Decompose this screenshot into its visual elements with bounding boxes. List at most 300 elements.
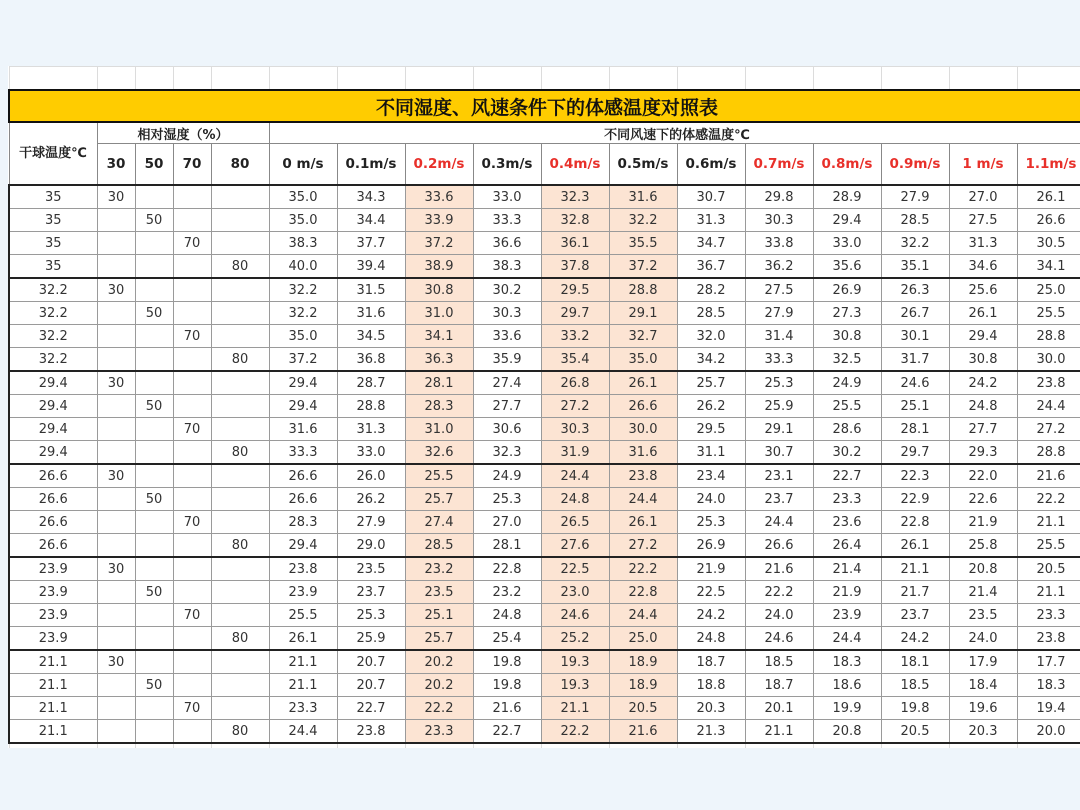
feel-temp-cell[interactable]: 33.0 — [337, 441, 405, 465]
feel-temp-cell[interactable]: 27.2 — [541, 395, 609, 418]
humidity-cell[interactable] — [211, 604, 269, 627]
wind-speed-header[interactable]: 1 m/s — [949, 144, 1017, 186]
feel-temp-cell[interactable]: 24.8 — [473, 604, 541, 627]
feel-temp-cell[interactable]: 31.6 — [609, 441, 677, 465]
humidity-cell[interactable] — [135, 418, 173, 441]
humidity-cell[interactable]: 80 — [211, 720, 269, 744]
feel-temp-cell[interactable]: 32.8 — [541, 209, 609, 232]
dry-bulb-cell[interactable]: 23.9 — [9, 557, 97, 581]
wind-speed-header[interactable]: 0.7m/s — [745, 144, 813, 186]
feel-temp-cell[interactable]: 18.7 — [677, 650, 745, 674]
feel-temp-cell[interactable]: 35.0 — [269, 325, 337, 348]
humidity-cell[interactable] — [211, 511, 269, 534]
dry-bulb-cell[interactable]: 32.2 — [9, 302, 97, 325]
feel-temp-cell[interactable]: 28.9 — [813, 185, 881, 209]
humidity-cell[interactable] — [173, 185, 211, 209]
dry-bulb-cell[interactable]: 32.2 — [9, 278, 97, 302]
feel-temp-cell[interactable]: 22.7 — [337, 697, 405, 720]
feel-temp-cell[interactable]: 17.9 — [949, 650, 1017, 674]
feel-temp-cell[interactable]: 31.9 — [541, 441, 609, 465]
feel-temp-cell[interactable]: 20.3 — [949, 720, 1017, 744]
humidity-cell[interactable] — [173, 395, 211, 418]
feel-temp-cell[interactable]: 20.7 — [337, 674, 405, 697]
feel-temp-cell[interactable]: 27.0 — [949, 185, 1017, 209]
feel-temp-cell[interactable]: 32.7 — [609, 325, 677, 348]
feel-temp-cell[interactable]: 20.5 — [881, 720, 949, 744]
feel-temp-cell[interactable]: 32.3 — [541, 185, 609, 209]
feel-temp-cell[interactable]: 21.1 — [541, 697, 609, 720]
feel-temp-cell[interactable]: 27.3 — [813, 302, 881, 325]
feel-temp-cell[interactable]: 35.0 — [269, 185, 337, 209]
feel-temp-cell[interactable]: 31.4 — [745, 325, 813, 348]
dry-bulb-cell[interactable]: 26.6 — [9, 511, 97, 534]
humidity-cell[interactable] — [173, 627, 211, 651]
feel-temp-cell[interactable]: 23.9 — [269, 581, 337, 604]
feel-temp-cell[interactable]: 23.5 — [337, 557, 405, 581]
feel-temp-cell[interactable]: 18.3 — [1017, 674, 1080, 697]
feel-temp-cell[interactable]: 21.6 — [473, 697, 541, 720]
humidity-cell[interactable] — [211, 557, 269, 581]
feel-temp-cell[interactable]: 30.8 — [813, 325, 881, 348]
feel-temp-cell[interactable]: 22.2 — [541, 720, 609, 744]
feel-temp-cell[interactable]: 29.4 — [813, 209, 881, 232]
feel-temp-cell[interactable]: 32.6 — [405, 441, 473, 465]
feel-temp-cell[interactable]: 31.6 — [337, 302, 405, 325]
feel-temp-cell[interactable]: 32.2 — [881, 232, 949, 255]
feel-temp-cell[interactable]: 36.8 — [337, 348, 405, 372]
feel-temp-cell[interactable]: 21.1 — [269, 674, 337, 697]
feel-temp-cell[interactable]: 30.7 — [745, 441, 813, 465]
feel-temp-cell[interactable]: 23.8 — [1017, 627, 1080, 651]
feel-temp-cell[interactable]: 30.3 — [473, 302, 541, 325]
feel-temp-cell[interactable]: 29.3 — [949, 441, 1017, 465]
feel-temp-cell[interactable]: 26.9 — [677, 534, 745, 558]
feel-temp-cell[interactable]: 18.4 — [949, 674, 1017, 697]
feel-temp-cell[interactable]: 23.7 — [745, 488, 813, 511]
feel-temp-cell[interactable]: 23.7 — [337, 581, 405, 604]
feel-temp-cell[interactable]: 31.7 — [881, 348, 949, 372]
feel-temp-cell[interactable]: 26.4 — [813, 534, 881, 558]
humidity-cell[interactable] — [211, 278, 269, 302]
dry-bulb-cell[interactable]: 35 — [9, 185, 97, 209]
feel-temp-cell[interactable]: 34.3 — [337, 185, 405, 209]
feel-temp-cell[interactable]: 20.7 — [337, 650, 405, 674]
feel-temp-cell[interactable]: 24.9 — [813, 371, 881, 395]
feel-temp-cell[interactable]: 30.5 — [1017, 232, 1080, 255]
feel-temp-cell[interactable]: 29.1 — [745, 418, 813, 441]
feel-temp-cell[interactable]: 21.1 — [269, 650, 337, 674]
humidity-cell[interactable]: 50 — [135, 674, 173, 697]
feel-temp-cell[interactable]: 28.5 — [881, 209, 949, 232]
humidity-cell[interactable] — [211, 325, 269, 348]
feel-temp-cell[interactable]: 25.0 — [1017, 278, 1080, 302]
humidity-cell[interactable]: 30 — [97, 464, 135, 488]
feel-temp-cell[interactable]: 22.8 — [881, 511, 949, 534]
feel-temp-cell[interactable]: 21.1 — [1017, 511, 1080, 534]
feel-temp-cell[interactable]: 37.8 — [541, 255, 609, 279]
feel-temp-cell[interactable]: 31.3 — [337, 418, 405, 441]
feel-temp-cell[interactable]: 23.2 — [405, 557, 473, 581]
humidity-cell[interactable]: 70 — [173, 418, 211, 441]
wind-speed-header[interactable]: 0.9m/s — [881, 144, 949, 186]
feel-temp-cell[interactable]: 20.5 — [1017, 557, 1080, 581]
feel-temp-cell[interactable]: 26.6 — [269, 464, 337, 488]
dry-bulb-cell[interactable]: 21.1 — [9, 697, 97, 720]
feel-temp-cell[interactable]: 31.0 — [405, 418, 473, 441]
feel-temp-cell[interactable]: 31.3 — [677, 209, 745, 232]
feel-temp-cell[interactable]: 19.8 — [473, 650, 541, 674]
feel-temp-cell[interactable]: 31.3 — [949, 232, 1017, 255]
feel-temp-cell[interactable]: 18.5 — [881, 674, 949, 697]
feel-temp-cell[interactable]: 22.8 — [609, 581, 677, 604]
humidity-cell[interactable] — [173, 302, 211, 325]
feel-temp-cell[interactable]: 27.2 — [609, 534, 677, 558]
humidity-cell[interactable] — [97, 604, 135, 627]
feel-temp-cell[interactable]: 21.6 — [609, 720, 677, 744]
feel-temp-cell[interactable]: 19.4 — [1017, 697, 1080, 720]
feel-temp-cell[interactable]: 39.4 — [337, 255, 405, 279]
feel-temp-cell[interactable]: 23.9 — [813, 604, 881, 627]
humidity-cell[interactable] — [135, 604, 173, 627]
feel-temp-cell[interactable]: 24.8 — [541, 488, 609, 511]
feel-temp-cell[interactable]: 24.4 — [541, 464, 609, 488]
feel-temp-cell[interactable]: 23.6 — [813, 511, 881, 534]
humidity-cell[interactable] — [173, 209, 211, 232]
feel-temp-cell[interactable]: 30.1 — [881, 325, 949, 348]
feel-temp-cell[interactable]: 31.0 — [405, 302, 473, 325]
feel-temp-cell[interactable]: 31.6 — [269, 418, 337, 441]
humidity-cell[interactable] — [97, 674, 135, 697]
feel-temp-cell[interactable]: 28.3 — [405, 395, 473, 418]
feel-temp-cell[interactable]: 25.3 — [745, 371, 813, 395]
feel-temp-cell[interactable]: 29.0 — [337, 534, 405, 558]
feel-temp-cell[interactable]: 23.8 — [337, 720, 405, 744]
feel-temp-cell[interactable]: 23.4 — [677, 464, 745, 488]
feel-temp-cell[interactable]: 18.1 — [881, 650, 949, 674]
wind-speed-header[interactable]: 0.2m/s — [405, 144, 473, 186]
humidity-cell[interactable] — [211, 209, 269, 232]
feel-temp-cell[interactable]: 25.5 — [405, 464, 473, 488]
wind-speed-header[interactable]: 0.6m/s — [677, 144, 745, 186]
feel-temp-cell[interactable]: 27.7 — [473, 395, 541, 418]
feel-temp-cell[interactable]: 25.3 — [677, 511, 745, 534]
humidity-cell[interactable] — [211, 232, 269, 255]
humidity-cell[interactable] — [135, 557, 173, 581]
feel-temp-cell[interactable]: 20.8 — [813, 720, 881, 744]
feel-temp-cell[interactable]: 28.5 — [405, 534, 473, 558]
feel-temp-cell[interactable]: 25.1 — [405, 604, 473, 627]
feel-temp-cell[interactable]: 30.8 — [949, 348, 1017, 372]
humidity-cell[interactable] — [173, 371, 211, 395]
feel-temp-cell[interactable]: 24.9 — [473, 464, 541, 488]
humidity-cell[interactable]: 80 — [211, 348, 269, 372]
feel-temp-cell[interactable]: 27.9 — [337, 511, 405, 534]
feel-temp-cell[interactable]: 23.5 — [405, 581, 473, 604]
humidity-cell[interactable]: 50 — [135, 302, 173, 325]
humidity-level-header[interactable]: 80 — [211, 144, 269, 186]
feel-temp-cell[interactable]: 35.0 — [269, 209, 337, 232]
dry-bulb-cell[interactable]: 21.1 — [9, 720, 97, 744]
humidity-cell[interactable] — [211, 185, 269, 209]
feel-temp-cell[interactable]: 25.9 — [337, 627, 405, 651]
humidity-cell[interactable] — [97, 209, 135, 232]
feel-temp-cell[interactable]: 31.6 — [609, 185, 677, 209]
feel-temp-cell[interactable]: 24.4 — [1017, 395, 1080, 418]
humidity-cell[interactable] — [173, 534, 211, 558]
humidity-cell[interactable]: 70 — [173, 604, 211, 627]
feel-temp-cell[interactable]: 25.3 — [473, 488, 541, 511]
feel-temp-cell[interactable]: 23.8 — [609, 464, 677, 488]
feel-temp-cell[interactable]: 26.1 — [1017, 185, 1080, 209]
humidity-cell[interactable]: 50 — [135, 581, 173, 604]
feel-temp-cell[interactable]: 35.0 — [609, 348, 677, 372]
feel-temp-cell[interactable]: 21.9 — [949, 511, 1017, 534]
feel-temp-cell[interactable]: 36.3 — [405, 348, 473, 372]
feel-temp-cell[interactable]: 24.6 — [745, 627, 813, 651]
feel-temp-cell[interactable]: 19.3 — [541, 650, 609, 674]
feel-temp-cell[interactable]: 18.7 — [745, 674, 813, 697]
feel-temp-cell[interactable]: 26.1 — [269, 627, 337, 651]
humidity-header[interactable]: 相对湿度（%） — [97, 122, 269, 144]
humidity-cell[interactable]: 80 — [211, 534, 269, 558]
wind-speed-header[interactable]: 0.1m/s — [337, 144, 405, 186]
table-title[interactable]: 不同湿度、风速条件下的体感温度对照表 — [9, 90, 1080, 122]
feel-temp-cell[interactable]: 25.1 — [881, 395, 949, 418]
feel-temp-cell[interactable]: 24.0 — [677, 488, 745, 511]
feel-temp-cell[interactable]: 27.2 — [1017, 418, 1080, 441]
feel-temp-cell[interactable]: 24.8 — [677, 627, 745, 651]
humidity-cell[interactable] — [135, 348, 173, 372]
feel-temp-cell[interactable]: 24.2 — [949, 371, 1017, 395]
feel-temp-cell[interactable]: 24.4 — [269, 720, 337, 744]
feel-temp-cell[interactable]: 20.8 — [949, 557, 1017, 581]
humidity-cell[interactable] — [97, 627, 135, 651]
feel-temp-cell[interactable]: 28.8 — [1017, 441, 1080, 465]
feel-temp-cell[interactable]: 34.7 — [677, 232, 745, 255]
feel-temp-cell[interactable]: 27.5 — [949, 209, 1017, 232]
feel-temp-cell[interactable]: 20.2 — [405, 674, 473, 697]
dry-bulb-cell[interactable]: 35 — [9, 232, 97, 255]
feel-temp-cell[interactable]: 33.9 — [405, 209, 473, 232]
wind-speed-header[interactable]: 1.1m/s — [1017, 144, 1080, 186]
humidity-cell[interactable] — [97, 302, 135, 325]
humidity-cell[interactable] — [135, 511, 173, 534]
feel-temp-cell[interactable]: 24.4 — [745, 511, 813, 534]
feel-temp-cell[interactable]: 33.6 — [405, 185, 473, 209]
wind-speed-header[interactable]: 0.5m/s — [609, 144, 677, 186]
feel-temp-cell[interactable]: 25.2 — [541, 627, 609, 651]
humidity-cell[interactable]: 30 — [97, 185, 135, 209]
feel-temp-cell[interactable]: 30.3 — [745, 209, 813, 232]
feel-temp-cell[interactable]: 27.9 — [745, 302, 813, 325]
feel-temp-cell[interactable]: 18.8 — [677, 674, 745, 697]
feel-temp-cell[interactable]: 23.7 — [881, 604, 949, 627]
humidity-level-header[interactable]: 70 — [173, 144, 211, 186]
feel-temp-cell[interactable]: 32.2 — [269, 302, 337, 325]
humidity-cell[interactable] — [173, 488, 211, 511]
feel-temp-cell[interactable]: 32.2 — [609, 209, 677, 232]
feel-temp-cell[interactable]: 26.6 — [269, 488, 337, 511]
feel-temp-cell[interactable]: 20.0 — [1017, 720, 1080, 744]
feel-temp-cell[interactable]: 26.6 — [1017, 209, 1080, 232]
dry-bulb-cell[interactable]: 26.6 — [9, 464, 97, 488]
feel-temp-cell[interactable]: 26.3 — [881, 278, 949, 302]
humidity-cell[interactable]: 70 — [173, 511, 211, 534]
feel-temp-cell[interactable]: 32.0 — [677, 325, 745, 348]
dry-bulb-cell[interactable]: 21.1 — [9, 650, 97, 674]
feel-temp-cell[interactable]: 20.3 — [677, 697, 745, 720]
feel-temp-cell[interactable]: 24.2 — [677, 604, 745, 627]
humidity-cell[interactable] — [211, 650, 269, 674]
wind-speed-header[interactable]: 0.3m/s — [473, 144, 541, 186]
feel-temp-cell[interactable]: 23.5 — [949, 604, 1017, 627]
feel-temp-cell[interactable]: 35.6 — [813, 255, 881, 279]
humidity-cell[interactable] — [135, 650, 173, 674]
feel-temp-cell[interactable]: 37.2 — [405, 232, 473, 255]
feel-temp-cell[interactable]: 28.8 — [1017, 325, 1080, 348]
humidity-cell[interactable] — [97, 720, 135, 744]
humidity-cell[interactable] — [211, 464, 269, 488]
feel-temp-cell[interactable]: 20.5 — [609, 697, 677, 720]
feel-temp-cell[interactable]: 19.3 — [541, 674, 609, 697]
feel-temp-cell[interactable]: 28.7 — [337, 371, 405, 395]
feel-temp-cell[interactable]: 27.6 — [541, 534, 609, 558]
feel-temp-cell[interactable]: 22.6 — [949, 488, 1017, 511]
feel-temp-cell[interactable]: 25.7 — [405, 627, 473, 651]
feel-temp-cell[interactable]: 24.0 — [745, 604, 813, 627]
feel-temp-cell[interactable]: 37.2 — [269, 348, 337, 372]
dry-bulb-cell[interactable]: 29.4 — [9, 418, 97, 441]
feel-temp-cell[interactable]: 28.6 — [813, 418, 881, 441]
feel-temp-cell[interactable]: 29.4 — [269, 534, 337, 558]
feel-temp-cell[interactable]: 31.5 — [337, 278, 405, 302]
humidity-cell[interactable] — [173, 650, 211, 674]
feel-temp-cell[interactable]: 40.0 — [269, 255, 337, 279]
feel-temp-cell[interactable]: 28.5 — [677, 302, 745, 325]
feel-temp-cell[interactable]: 22.7 — [813, 464, 881, 488]
humidity-cell[interactable]: 50 — [135, 395, 173, 418]
feel-temp-cell[interactable]: 23.8 — [1017, 371, 1080, 395]
feel-temp-cell[interactable]: 22.2 — [1017, 488, 1080, 511]
feel-temp-cell[interactable]: 22.3 — [881, 464, 949, 488]
humidity-cell[interactable] — [173, 464, 211, 488]
feel-temp-cell[interactable]: 30.0 — [609, 418, 677, 441]
feel-temp-cell[interactable]: 19.6 — [949, 697, 1017, 720]
feel-temp-cell[interactable]: 29.4 — [949, 325, 1017, 348]
humidity-cell[interactable] — [97, 348, 135, 372]
humidity-cell[interactable]: 30 — [97, 557, 135, 581]
humidity-cell[interactable] — [97, 581, 135, 604]
feel-temp-cell[interactable]: 35.9 — [473, 348, 541, 372]
feel-temp-cell[interactable]: 18.3 — [813, 650, 881, 674]
humidity-cell[interactable] — [211, 488, 269, 511]
feel-temp-cell[interactable]: 29.1 — [609, 302, 677, 325]
feel-temp-cell[interactable]: 22.2 — [745, 581, 813, 604]
feel-temp-cell[interactable]: 26.6 — [609, 395, 677, 418]
feel-temp-cell[interactable]: 22.0 — [949, 464, 1017, 488]
humidity-cell[interactable] — [135, 534, 173, 558]
humidity-cell[interactable] — [97, 395, 135, 418]
feel-temp-cell[interactable]: 36.2 — [745, 255, 813, 279]
feel-temp-cell[interactable]: 26.8 — [541, 371, 609, 395]
feel-temp-cell[interactable]: 27.5 — [745, 278, 813, 302]
dry-bulb-cell[interactable]: 29.4 — [9, 371, 97, 395]
humidity-level-header[interactable]: 50 — [135, 144, 173, 186]
feel-temp-cell[interactable]: 19.8 — [473, 674, 541, 697]
feel-temp-cell[interactable]: 26.1 — [609, 371, 677, 395]
humidity-cell[interactable]: 50 — [135, 488, 173, 511]
feel-temp-cell[interactable]: 30.6 — [473, 418, 541, 441]
feel-temp-cell[interactable]: 34.5 — [337, 325, 405, 348]
humidity-cell[interactable] — [135, 720, 173, 744]
feel-temp-cell[interactable]: 18.9 — [609, 674, 677, 697]
feel-temp-cell[interactable]: 24.6 — [541, 604, 609, 627]
dry-bulb-cell[interactable]: 23.9 — [9, 627, 97, 651]
feel-temp-cell[interactable]: 27.4 — [405, 511, 473, 534]
feel-temp-cell[interactable]: 33.3 — [473, 209, 541, 232]
humidity-cell[interactable]: 70 — [173, 232, 211, 255]
humidity-cell[interactable] — [97, 488, 135, 511]
humidity-cell[interactable]: 30 — [97, 371, 135, 395]
feel-temp-cell[interactable]: 26.2 — [337, 488, 405, 511]
feel-temp-cell[interactable]: 28.8 — [609, 278, 677, 302]
feel-temp-cell[interactable]: 22.2 — [405, 697, 473, 720]
humidity-cell[interactable] — [173, 348, 211, 372]
feel-temp-cell[interactable]: 21.1 — [881, 557, 949, 581]
humidity-cell[interactable] — [173, 557, 211, 581]
humidity-cell[interactable] — [135, 464, 173, 488]
feel-temp-cell[interactable]: 35.1 — [881, 255, 949, 279]
humidity-cell[interactable] — [211, 395, 269, 418]
feel-temp-cell[interactable]: 25.3 — [337, 604, 405, 627]
feel-temp-cell[interactable]: 30.0 — [1017, 348, 1080, 372]
feel-temp-cell[interactable]: 18.9 — [609, 650, 677, 674]
feel-temp-cell[interactable]: 25.4 — [473, 627, 541, 651]
feel-temp-cell[interactable]: 27.0 — [473, 511, 541, 534]
humidity-cell[interactable] — [97, 232, 135, 255]
dry-bulb-cell[interactable]: 35 — [9, 255, 97, 279]
feel-temp-cell[interactable]: 38.3 — [269, 232, 337, 255]
feel-temp-cell[interactable]: 30.3 — [541, 418, 609, 441]
feel-temp-cell[interactable]: 38.3 — [473, 255, 541, 279]
humidity-cell[interactable] — [135, 697, 173, 720]
humidity-cell[interactable]: 80 — [211, 627, 269, 651]
humidity-cell[interactable] — [97, 441, 135, 465]
feel-temp-cell[interactable]: 25.8 — [949, 534, 1017, 558]
humidity-cell[interactable] — [135, 627, 173, 651]
humidity-cell[interactable] — [135, 255, 173, 279]
feel-temp-cell[interactable]: 26.9 — [813, 278, 881, 302]
humidity-cell[interactable] — [97, 534, 135, 558]
feel-temp-cell[interactable]: 38.9 — [405, 255, 473, 279]
feel-temp-cell[interactable]: 23.0 — [541, 581, 609, 604]
humidity-cell[interactable] — [211, 302, 269, 325]
feel-temp-cell[interactable]: 21.1 — [745, 720, 813, 744]
wind-speed-header[interactable]: 0.4m/s — [541, 144, 609, 186]
feel-temp-cell[interactable]: 30.8 — [405, 278, 473, 302]
feel-temp-cell[interactable]: 36.6 — [473, 232, 541, 255]
humidity-cell[interactable] — [97, 325, 135, 348]
feel-temp-cell[interactable]: 29.4 — [269, 395, 337, 418]
feel-temp-cell[interactable]: 24.6 — [881, 371, 949, 395]
feel-temp-cell[interactable]: 33.3 — [269, 441, 337, 465]
feel-temp-cell[interactable]: 33.0 — [473, 185, 541, 209]
dry-bulb-cell[interactable]: 32.2 — [9, 348, 97, 372]
feel-temp-cell[interactable]: 20.1 — [745, 697, 813, 720]
feel-temp-cell[interactable]: 21.3 — [677, 720, 745, 744]
feel-temp-cell[interactable]: 21.4 — [813, 557, 881, 581]
feel-temp-cell[interactable]: 26.1 — [881, 534, 949, 558]
